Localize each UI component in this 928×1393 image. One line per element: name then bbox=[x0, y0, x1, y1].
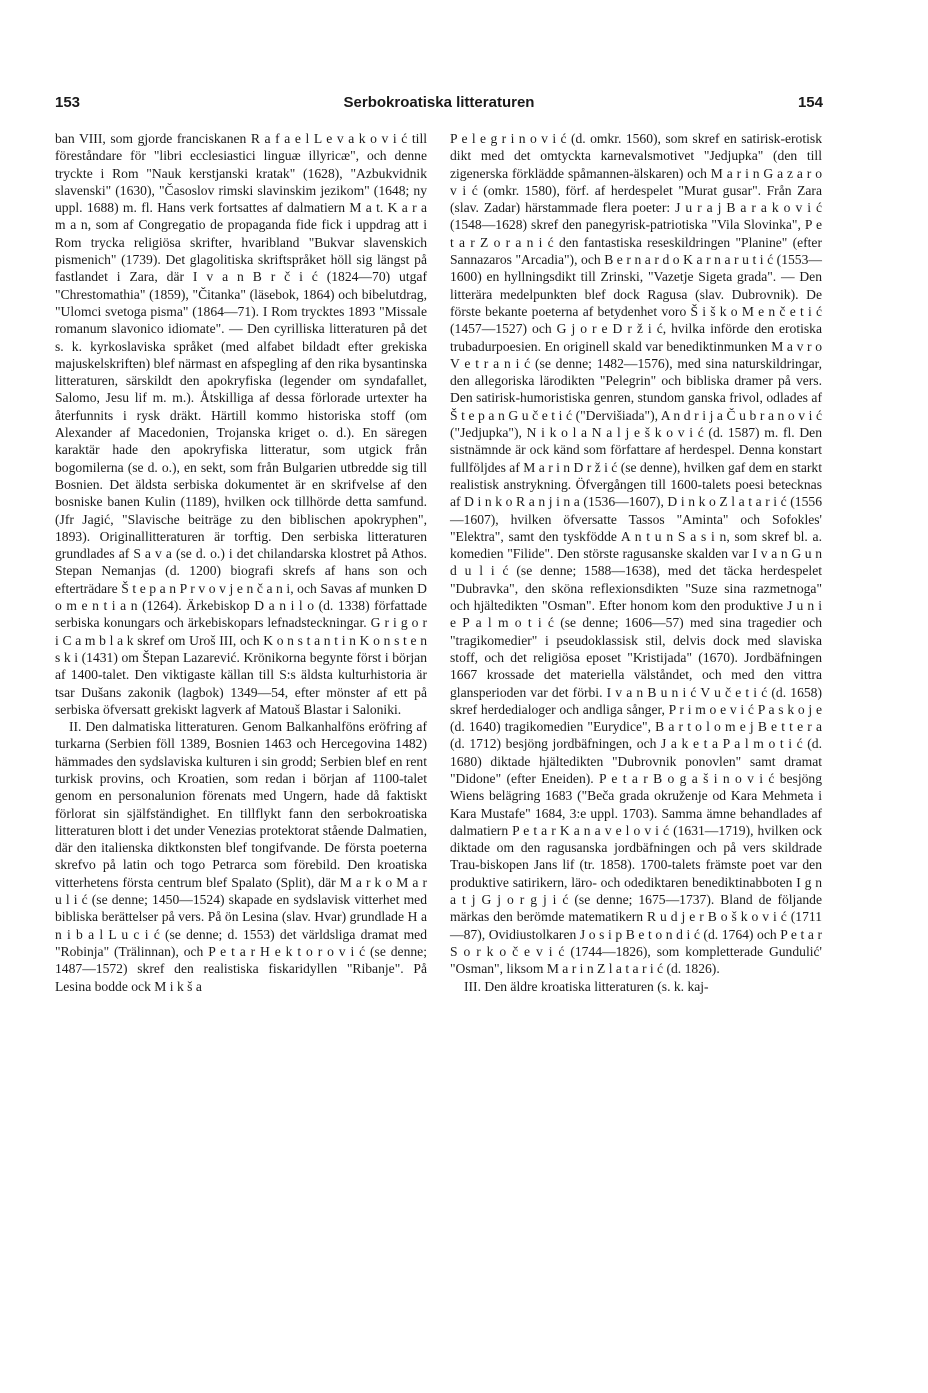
right-paragraph-2: III. Den äldre kroatiska litteraturen (s. k. kaj- bbox=[464, 978, 709, 994]
right-column bbox=[450, 130, 822, 995]
page-header bbox=[55, 88, 823, 118]
right-paragraph-1: P e l e g r i n o v i ć (d. omkr. 1560), som skref en satirisk-erotisk dikt med det omtyckta karnevalsmotivet "Jedjupka" (den till zigenerska förklädde spåmannen-älskaren) och M a r i n G a z a r o v i ć (omkr. 1580), förf. af herdespelet "Murat gusar". Från Zara (slav. Zadar) härstammade flera poeter: J u r a j B a r a k o v i ć (1548—1628) skref den panegyrisk-patriotiska "Vila Slovinka", P e t a r Z o r a n i ć den fantastiska reseskildringen "Planine" (efter Sannazaros "Arcadia"), och B e r n a r d o K a r n a r u t i ć (1553—1600) en hyllningsdikt till Zrinski, "Vazetje Sigeta grada". — Den litterära medelpunkten blef dock Ragusa (slav. Dubrovnik). De förste bekante poeterna af betydenhet voro Š i š k o M e n č e t i ć (1457—1527) och G j o r e D r ž i ć, hvilka införde den erotiska trubadurpoesien. En originell skald var benediktinmunken M a v r o V e t r a n i ć (se denne; 1482—1576), med sina naturskildringar, den allegoriska lärodikten "Pelegrin" och bibliska dramer på vers. Den satirisk-humoristiska genren, stundom ganska frivol, odlades af Š t e p a n G u č e t i ć ("Dervišiada"), A n d r i j a Č u b r a n o v i ć ("Jedjupka"), N i k o l a N a l j e š k o v i ć (d. 1587) m. fl. Den sistnämnde är ock känd som författare af herdespel. Denna konstart fullföljdes af M a r i n D r ž i ć (se denne), hvilken gaf dem en starkt realistisk anstrykning. Öfvergången till 1600-talets poesi betecknas af D i n k o R a n j i n a (1536—1607), D i n k o Z l a t a r i ć (1556—1607), hvilken öfversatte Tassos "Aminta" och Sofokles' "Elektra", samt den tyskfödde A n t u n S a s i n, som skref bl. a. komedien "Filide". Den störste ragusanske skalden var I v a n G u n d u l i ć (se denne; 1588—1638), med det täcka herdespelet "Dubravka", den sköna reflexionsdikten "Suze sina razmetnoga" och hjältedikten "Osman". Efter honom kom den produktive J u n i e P a l m o t i ć (se denne; 1606—57) med sina tragedier och "tragikomedier" i pseudoklassisk stil, delvis dock med slaviska stoff, och det religiösa eposet "Kristijada" (1670). Jordbäfningen 1667 krossade det materiella välståndet, och med den vittra glansperioden var det förbi. I v a n B u n i ć V u č e t i ć (d. 1658) skref herdedialoger och andliga sånger, P r i m o e v i ć P a s k o j e (d. 1640) tragikomedien "Eurydice", B a r t o l o m e j B e t t e r a (d. 1712) besjöng jordbäfningen, och J a k e t a P a l m o t i ć (d. 1680) diktade hjältedikten "Dubrovnik ponovlen" samt dramat "Didone" (efter Eneiden). P e t a r B o g a š i n o v i ć besjöng Wiens belägring 1683 ("Beča grada okruženje od Kara Mehmeta i Kara Mustafe" 1684, 3:e uppl. 1703). Samma ämne behandlades af dalmatiern P e t a r K a n a v e l o v i ć (1631—1719), hvilken ock diktade om den ragusanska jordbäfningen och på vers skildrade Trau-biskopen Jans lif (tr. 1858). 1700-talets främste poet var den produktive satirikern, läro- och odediktaren benediktinabboten I g n a t j G j o r g j i ć (se denne; 1675—1737). Bland de följande märkas den berömde matematikern R u d j e r B o š k o v i ć (1711—87), Ovidiustolkaren J o s i p B e t o n d i ć (d. 1764) och P e t a r S o r k o č e v i ć (1744—1826), som kompletterade Gundulić' "Osman", liksom M a r i n Z l a t a r i ć (d. 1826). bbox=[450, 131, 822, 977]
left-column bbox=[55, 130, 427, 995]
left-paragraph-2: II. Den dalmatiska litteraturen. Genom Balkanhalföns eröfring af turkarna (Serbien föll 1389, Bosnien 1463 och Hercegovina 1482) hämmades den sydslaviska kulturen i sin grodd; Serbien blef en rent turkisk provins, och Kroatien, som redan i början af 1100-talet genom en personalunion förenats med Ungern, hade då faktiskt förlorat sin själfständighet. En tillflykt fann den serbokroatiska litteraturen blott i det under Venezias protektorat stående Dalmatien, där den italienska diktkonsten blef tongifvande. De första poeterna skrefvo på latin och togo Petrarca som förebild. Den kroatiska vitterhetens första centrum blef Spalato (Split), där M a r k o M a r u l i ć (se denne; 1450—1524) skapade en sydslavisk vitterhet med bibliska berättelser på vers. På ön Lesina (slav. Hvar) grundlade H a n i b a l L u c i ć (se denne; d. 1553) det världsliga dramat med "Robinja" (Trälinnan), och P e t a r H e k t o r o v i ć (se denne; 1487—1572) skref den realistiska fiskaridyllen "Ribanje". På Lesina bodde ock M i k š a bbox=[55, 719, 427, 994]
page-number-left: 153 bbox=[55, 94, 81, 111]
page-number-right: 154 bbox=[797, 94, 823, 111]
left-paragraph-1: ban VIII, som gjorde franciskanen R a f a e l L e v a k o v i ć till föreståndare för "libri ecclesiastici linguæ illyricæ", och denne tryckte i Rom "Nauk kerstjanski kratak" (1628), "Azbukvidnik slavenski" (1630), "Časoslov rimski slavinskim jezikom" (1648; ny uppl. 1688) m. fl. Hans verk fortsattes af dalmatiern M a t. K a r a m a n, som af Congregatio de propaganda fide fick i uppdrag att i Rom trycka religiösa skrifter, hvaribland "Bukvar slavenskich pismenich" (1739). Det glagolitiska skriftspråket höll sig längst på fastlandet i Zara, där I v a n B r č i ć (1824—70) utgaf "Chrestomathia" (1859), "Čitanka" (läsebok, 1864) och bibelutdrag, "Ulomci svetoga pisma" (1864—71). I Rom trycktes 1893 "Missale romanum slavonico idiomate". — Den cyrilliska litteraturen på det s. k. kyrkoslaviska språket (med alfabet bildadt efter grekiska majuskelskriften) blef närmast en afspegling af den rika bysantinska litteraturen, särskildt den apokryfiska (legender om syndafallet, Salomo, Jesu lif m. m.). Åtskilliga af dessa förlorade urtexter ha återfunnits i rysk dräkt. Härtill kommo historiska stoff (om Alexander af Macedonien, Trojanska kriget o. d.). En säregen karaktär hade den apokryfiska litteratur, som utgick från bogomilerna (se d. o.), en sekt, som från Bulgarien utbredde sig till Bosnien. Det äldsta serbiska dokumentet är en skrifvelse af den bosniske banen Kulin (1189), hvilken ock tillhörde detta samfund. (Jfr Jagić, "Slavische beiträge zu den biblischen apokryphen", 1893). Originallitteraturen är torftig. Den serbiska litteraturen grundlades af S a v a (se d. o.) i det chilandarska klostret på Athos. Stepan Nemanjas (d. 1200) biografi skrefs af hans son och efterträdare Š t e p a n P r v o v j e n č a n i, och Savas af munken D o m e n t i a n (1264). Ärkebiskop D a n i l o (d. 1338) författade serbiska konungars och ärkebiskopars lefnadsteckningar. G r i g o r i C a m b l a k skref om Uroš III, och K o n s t a n t i n K o n s t e n s k i (1431) om Štepan Lazarević. Krönikorna begynte först i början af 1400-talet. Den viktigaste källan till S:s äldsta kulturhistoria är tsar Dušans zakonik (lagbok) 1349—54, efter mönster af ett på serbiska öfversatt grekiskt lagverk af Matouš Blastar i Saloniki. bbox=[55, 131, 427, 717]
running-title: Serbokroatiska litteraturen bbox=[343, 94, 535, 111]
